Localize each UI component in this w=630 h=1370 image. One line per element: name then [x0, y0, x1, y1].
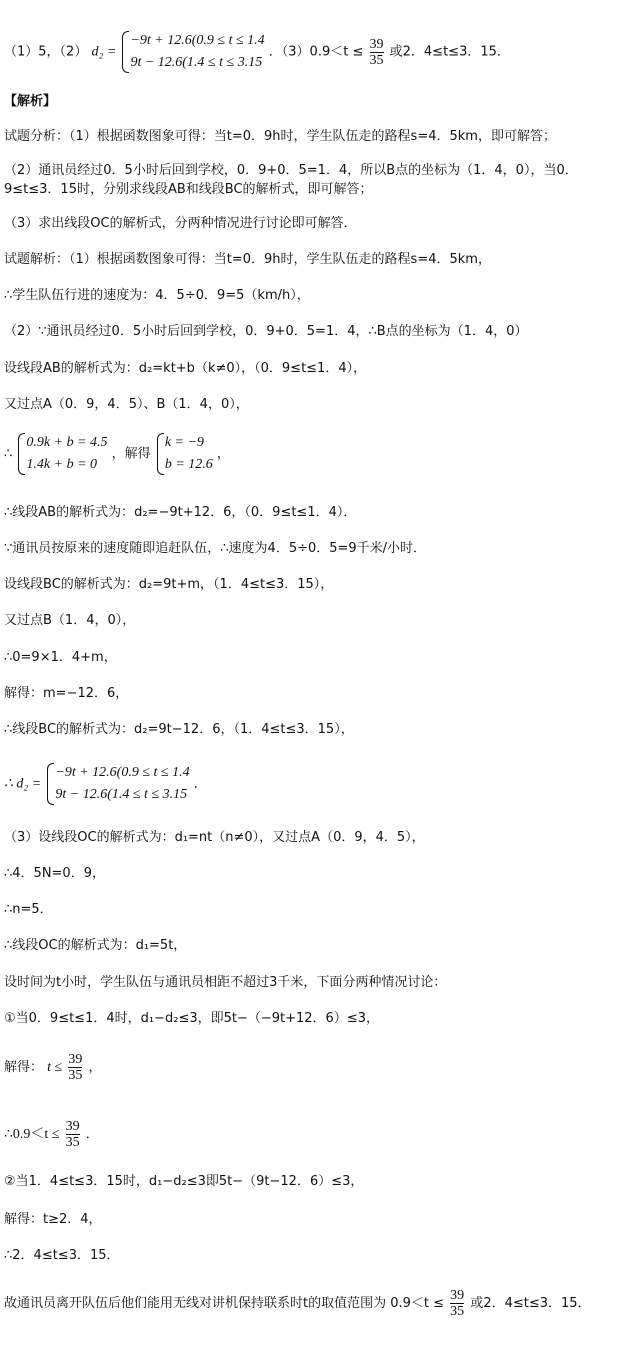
- equation-system-line: [4, 432, 230, 476]
- answer-part3: ．（3）0.9＜t ≤: [268, 44, 364, 60]
- d2-piecewise: [45, 762, 189, 806]
- solution-line-16: ∴线段OC的解析式为：d₁=5t，: [4, 938, 187, 953]
- system-post: ，: [216, 446, 230, 462]
- solution-line-14: ∴4．5N=0．9，: [4, 866, 105, 881]
- analysis-heading: 【解析】: [4, 94, 57, 109]
- fraction-numerator: 39: [369, 36, 384, 52]
- analysis-line-1: 试题分析：（1）根据函数图象可得：当t=0．9h时，学生队伍走的路程s=4．5km，即可解答；: [4, 129, 556, 144]
- equation-system-1: [16, 432, 107, 476]
- solution-line-22: 解得：t≥2．4，: [4, 1212, 102, 1227]
- answer-part4: 或2．4≤t≤3．15．: [389, 44, 510, 60]
- fraction-numerator: 39: [68, 1052, 83, 1067]
- solution-line-7: ∵通讯员按原来的速度随即追赶队伍，∴速度为4．5÷0．5=9千米/小时．: [4, 541, 427, 556]
- fraction-39-35: [66, 1119, 80, 1150]
- analysis-line-2: （2）通讯员经过0．5小时后回到学校，0．9+0．5=1．4，所以B点的坐标为（1．4，0），当0．: [4, 163, 578, 178]
- equation-2b: b = 12.6: [164, 457, 213, 472]
- solution-line-17: 设时间为t小时，学生队伍与通讯员相距不超过3千米，下面分两种情况讨论：: [4, 975, 447, 990]
- answer-case-2: 9t − 12.6(1.4 ≤ t ≤ 3.15: [130, 55, 263, 70]
- solution-line-12: ∴线段BC的解析式为：d₂=9t−12．6，（1．4≤t≤3．15），: [4, 722, 354, 737]
- equation-2a: k = −9: [164, 435, 204, 450]
- answer-line: [4, 30, 510, 74]
- analysis-line-4: （3）求出线段OC的解析式，分两种情况进行讨论即可解答．: [4, 216, 357, 231]
- fraction-39-35: [68, 1052, 82, 1083]
- d2-case-1: −9t + 12.6(0.9 ≤ t ≤ 1.4: [55, 765, 190, 780]
- solve-prefix: 解得：: [4, 1060, 44, 1075]
- fraction-denominator: 35: [369, 52, 384, 68]
- solve-post: ，: [88, 1060, 102, 1075]
- solution-line-13: （3）设线段OC的解析式为：d₁=nt（n≠0），又过点A（0．9，4．5），: [4, 830, 425, 845]
- solution-line-19: [4, 1052, 102, 1083]
- solution-line-5: 又过点A（0．9，4．5）、B（1．4，0），: [4, 397, 249, 412]
- solution-line-10: ∴0=9×1．4+m，: [4, 650, 117, 665]
- fraction-39-35: [450, 1288, 464, 1319]
- d2-label: ∴ d₂ =: [4, 776, 42, 792]
- fraction-numerator: 39: [65, 1119, 80, 1134]
- d2-post: ．: [193, 776, 207, 792]
- fraction-denominator: 35: [65, 1135, 80, 1150]
- solution-line-6: ∴线段AB的解析式为：d₂=−9t+12．6，（0．9≤t≤1．4）．: [4, 505, 357, 520]
- solution-line-18: ①当0．9≤t≤1．4时，d₁−d₂≤3，即5t−（−9t+12．6）≤3，: [4, 1011, 379, 1026]
- fraction-denominator: 35: [68, 1068, 83, 1083]
- conclusion-post: 或2．4≤t≤3．15．: [470, 1296, 591, 1311]
- solution-line-2: ∴学生队伍行进的速度为：4．5÷0．9=5（km/h），: [4, 288, 310, 303]
- solution-line-23: ∴2．4≤t≤3．15．: [4, 1248, 120, 1263]
- solution-line-15: ∴n=5．: [4, 902, 53, 917]
- answer-case-1: −9t + 12.6(0.9 ≤ t ≤ 1.4: [130, 33, 265, 48]
- t-inequality: t ≤: [47, 1060, 63, 1075]
- d2-piecewise-line: [4, 762, 207, 806]
- fraction-denominator: 35: [450, 1304, 465, 1319]
- solve-label: ，解得: [111, 446, 151, 462]
- answer-fraction: [370, 37, 384, 68]
- d2-case-2: 9t − 12.6(1.4 ≤ t ≤ 3.15: [55, 787, 188, 802]
- solution-line-3: （2）∵通讯员经过0．5小时后回到学校，0．9+0．5=1．4，∴B点的坐标为（1．4，0）: [4, 324, 528, 339]
- solution-line-20: [4, 1119, 99, 1150]
- answer-part1: （1）5，（2）: [4, 44, 88, 60]
- therefore-symbol: ∴: [4, 446, 13, 462]
- fraction-numerator: 39: [450, 1288, 465, 1303]
- solution-line-1: 试题解析：（1）根据函数图象可得：当t=0．9h时，学生队伍走的路程s=4．5km，: [4, 252, 491, 267]
- conclusion-prefix: 故通讯员离开队伍后他们能用无线对讲机保持联系时t的取值范围为 0.9＜t ≤: [4, 1296, 445, 1311]
- solution-line-11: 解得：m=−12．6，: [4, 686, 129, 701]
- range-post: ．: [85, 1127, 99, 1142]
- equation-1a: 0.9k + b = 4.5: [26, 435, 108, 450]
- solution-line-8: 设线段BC的解析式为：d₂=9t+m，（1．4≤t≤3．15），: [4, 577, 334, 592]
- conclusion-line: [4, 1288, 591, 1319]
- analysis-line-3: 9≤t≤3．15时，分别求线段AB和线段BC的解析式，即可解答；: [4, 182, 373, 197]
- range-prefix: ∴0.9＜t ≤: [4, 1127, 60, 1142]
- solution-line-21: ②当1．4≤t≤3．15时，d₁−d₂≤3即5t−（9t−12．6）≤3，: [4, 1174, 364, 1189]
- answer-piecewise: [120, 30, 264, 74]
- equation-system-2: [155, 432, 213, 476]
- solution-line-4: 设线段AB的解析式为：d₂=kt+b（k≠0），（0．9≤t≤1．4），: [4, 361, 367, 376]
- answer-d2-label: d₂ =: [91, 44, 117, 60]
- equation-1b: 1.4k + b = 0: [26, 457, 98, 472]
- solution-line-9: 又过点B（1．4，0），: [4, 613, 136, 628]
